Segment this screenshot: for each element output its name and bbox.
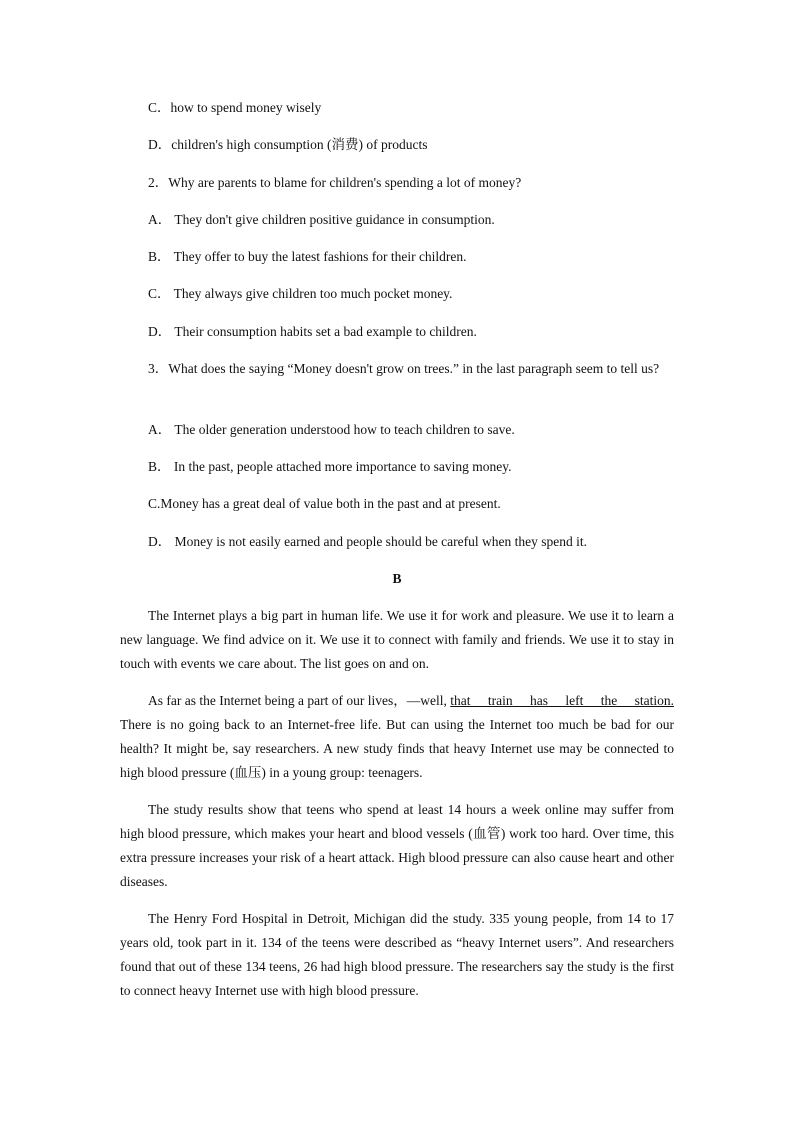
q3-option-b: B． In the past, people attached more importance to saving money. <box>148 459 512 474</box>
paragraph-2-end: There is no going back to an Internet-free life. But can using the Internet too much be bad for our health? It might be, say researchers. A new study finds that heavy Internet use may be connected to high blood pressure (血压) in a young group: teenagers. <box>120 717 674 780</box>
q2-option-d: D． Their consumption habits set a bad example to children. <box>148 324 477 339</box>
passage-paragraph-1: The Internet plays a big part in human life. We use it for work and pleasure. We use it to learn a new language. We find advice on it. We use it to connect with family and friends. We use it to stay in touch with events we care about. The list goes on and on. <box>120 608 674 671</box>
section-heading-b: B <box>392 571 402 586</box>
passage-paragraph-4: The Henry Ford Hospital in Detroit, Michigan did the study. 335 young people, from 14 to 17 years old, took part in it. 134 of the teens were described as “heavy Internet users”. And researchers found that out of these 134 teens, 26 had high blood pressure. The researchers say the study is the first to connect heavy Internet use with high blood pressure. <box>120 911 674 998</box>
question-3-stem: 3．What does the saying “Money doesn't grow on trees.” in the last paragraph seem to tell us? <box>148 361 660 376</box>
q3-option-d: D． Money is not easily earned and people should be careful when they spend it. <box>148 534 588 549</box>
question-2-stem: 2．Why are parents to blame for children's spending a lot of money? <box>148 175 522 190</box>
q2-option-a: A． They don't give children positive guidance in consumption. <box>148 212 495 227</box>
underlined-phrase: that train has left the station. <box>450 693 674 708</box>
passage-paragraph-3: The study results show that teens who spend at least 14 hours a week online may suffer from high blood pressure, which makes your heart and blood vessels (血管) work too hard. Over time, this extra pressure increases your risk of a heart attack. High blood pressure can also cause heart and other diseases. <box>120 802 674 889</box>
q2-option-c: C． They always give children too much pocket money. <box>148 286 453 301</box>
q3-option-c: C.Money has a great deal of value both in the past and at present. <box>148 496 501 511</box>
q3-option-a: A． The older generation understood how to teach children to save. <box>148 422 515 437</box>
passage-paragraph-2 <box>120 689 674 785</box>
q1-option-d: D．children's high consumption (消费) of products <box>148 137 428 152</box>
q1-option-c: C．how to spend money wisely <box>148 100 322 115</box>
paragraph-2-start: As far as the Internet being a part of our lives，—well, <box>148 693 451 708</box>
q2-option-b: B． They offer to buy the latest fashions for their children. <box>148 249 467 264</box>
